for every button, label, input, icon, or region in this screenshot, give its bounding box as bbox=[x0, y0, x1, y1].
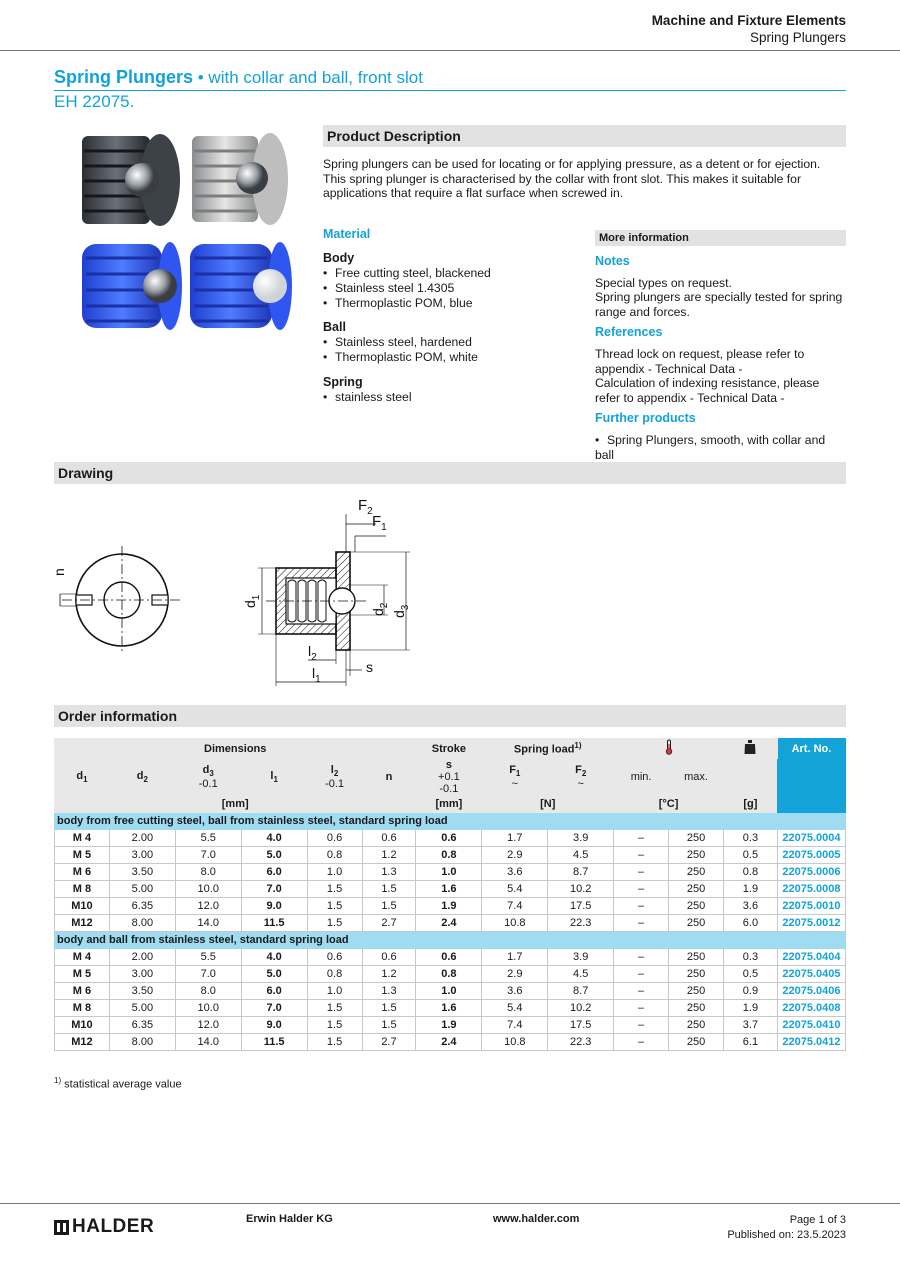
table-cell: 2.7 bbox=[362, 1034, 416, 1051]
further-products-heading: Further products bbox=[595, 411, 696, 426]
table-cell: 1.0 bbox=[307, 864, 362, 881]
table-cell: 3.50 bbox=[109, 983, 175, 1000]
table-cell: 250 bbox=[669, 1034, 724, 1051]
table-cell: – bbox=[614, 898, 669, 915]
further-product-link[interactable]: • Spring Plungers, smooth, with collar and ball bbox=[595, 433, 846, 463]
table-cell: – bbox=[614, 1000, 669, 1017]
table-row bbox=[55, 864, 846, 881]
table-cell: 1.5 bbox=[307, 1000, 362, 1017]
art-no-link[interactable]: 22075.0005 bbox=[777, 847, 845, 864]
table-cell: 3.9 bbox=[548, 830, 614, 847]
table-cell: – bbox=[614, 1034, 669, 1051]
table-cell: 250 bbox=[669, 983, 724, 1000]
table-cell: 10.0 bbox=[175, 881, 241, 898]
table-cell: 1.9 bbox=[416, 898, 482, 915]
table-cell: 1.6 bbox=[416, 1000, 482, 1017]
art-no-link[interactable]: 22075.0408 bbox=[777, 1000, 845, 1017]
header-subcategory: Spring Plungers bbox=[749, 30, 846, 45]
table-cell: M 8 bbox=[55, 881, 110, 898]
table-cell: 5.4 bbox=[482, 881, 548, 898]
table-cell: 1.7 bbox=[482, 830, 548, 847]
unit-mm: [mm] bbox=[55, 796, 416, 813]
table-cell: 17.5 bbox=[548, 898, 614, 915]
table-cell: 0.8 bbox=[723, 864, 777, 881]
drawing-label-d1: $d_1$ bbox=[242, 594, 262, 608]
art-no-link[interactable]: 22075.0012 bbox=[777, 915, 845, 932]
title-main: Spring Plungers bbox=[54, 67, 194, 87]
notes-heading: Notes bbox=[595, 254, 630, 268]
table-cell: 4.0 bbox=[241, 949, 307, 966]
table-cell: M 5 bbox=[55, 847, 110, 864]
table-cell: 10.2 bbox=[548, 881, 614, 898]
table-cell: 6.1 bbox=[723, 1034, 777, 1051]
table-cell: 1.9 bbox=[723, 881, 777, 898]
art-no-link[interactable]: 22075.0405 bbox=[777, 966, 845, 983]
table-cell: 0.8 bbox=[307, 966, 362, 983]
notes-text: Special types on request. Spring plungers are specially tested for spring range and forces. bbox=[595, 275, 843, 319]
table-row bbox=[55, 915, 846, 932]
header-f1: $F_1$ ~ bbox=[482, 759, 548, 796]
table-cell: 9.0 bbox=[241, 898, 307, 915]
header-min: min. bbox=[614, 759, 669, 796]
table-row bbox=[55, 830, 846, 847]
table-cell: 5.0 bbox=[241, 966, 307, 983]
table-cell: 7.0 bbox=[175, 847, 241, 864]
table-cell: 1.2 bbox=[362, 847, 416, 864]
table-cell: 10.8 bbox=[482, 1034, 548, 1051]
drawing-side-view bbox=[258, 514, 410, 686]
table-row bbox=[55, 966, 846, 983]
table-cell: 0.3 bbox=[723, 949, 777, 966]
drawing-label-l2: $l_2$ bbox=[308, 643, 317, 663]
header-spring-load: Spring load$^{1)}$ bbox=[482, 739, 614, 759]
table-cell: M 4 bbox=[55, 830, 110, 847]
table-cell: M12 bbox=[55, 915, 110, 932]
table-cell: 1.7 bbox=[482, 949, 548, 966]
table-cell: 3.9 bbox=[548, 949, 614, 966]
table-cell: – bbox=[614, 915, 669, 932]
product-photos bbox=[74, 126, 294, 336]
footer-website-link[interactable]: www.halder.com bbox=[493, 1213, 580, 1225]
table-cell: 17.5 bbox=[548, 1017, 614, 1034]
page-title bbox=[54, 67, 846, 91]
table-cell: M 8 bbox=[55, 1000, 110, 1017]
header-l1: $l_1$ bbox=[241, 759, 307, 796]
header-l2: $l_2$ -0.1 bbox=[307, 759, 362, 796]
table-cell: 3.6 bbox=[723, 898, 777, 915]
table-cell: 10.8 bbox=[482, 915, 548, 932]
table-cell: 2.4 bbox=[416, 1034, 482, 1051]
table-row bbox=[55, 1017, 846, 1034]
table-row bbox=[55, 881, 846, 898]
table-cell: 2.7 bbox=[362, 915, 416, 932]
technical-drawing bbox=[50, 494, 430, 694]
weight-icon bbox=[723, 739, 777, 759]
table-cell: – bbox=[614, 881, 669, 898]
table-cell: 250 bbox=[669, 915, 724, 932]
further-products-list bbox=[595, 433, 846, 463]
table-cell: 2.00 bbox=[109, 830, 175, 847]
unit-c: [°C] bbox=[614, 796, 724, 813]
header-dimensions: Dimensions bbox=[55, 739, 416, 759]
drawing-label-l1: $l_1$ bbox=[312, 665, 321, 685]
photo-steel-plunger bbox=[192, 133, 288, 225]
table-cell: 0.6 bbox=[307, 830, 362, 847]
table-cell: 22.3 bbox=[548, 1034, 614, 1051]
table-row bbox=[55, 1000, 846, 1017]
art-no-link[interactable]: 22075.0404 bbox=[777, 949, 845, 966]
material-heading: Material bbox=[323, 227, 371, 241]
table-cell: 3.7 bbox=[723, 1017, 777, 1034]
table-cell: 11.5 bbox=[241, 915, 307, 932]
table-cell: – bbox=[614, 847, 669, 864]
table-row bbox=[55, 847, 846, 864]
table-cell: 1.5 bbox=[362, 1017, 416, 1034]
table-cell: 4.5 bbox=[548, 847, 614, 864]
material-ball-title: Ball bbox=[323, 320, 346, 335]
references-heading: References bbox=[595, 325, 663, 340]
material-spring-title: Spring bbox=[323, 374, 363, 389]
table-cell: – bbox=[614, 1017, 669, 1034]
table-cell: 250 bbox=[669, 830, 724, 847]
table-cell: 0.3 bbox=[723, 830, 777, 847]
table-cell: 1.2 bbox=[362, 966, 416, 983]
material-spring-list bbox=[323, 390, 583, 405]
list-item: • Free cutting steel, blackened bbox=[323, 266, 583, 281]
table-cell: 7.4 bbox=[482, 898, 548, 915]
table-cell: 0.9 bbox=[723, 983, 777, 1000]
header-art-no: Art. No. bbox=[777, 739, 845, 813]
table-cell: 3.6 bbox=[482, 983, 548, 1000]
document-header bbox=[652, 12, 846, 46]
table-cell: 7.0 bbox=[241, 881, 307, 898]
photo-blue-plunger-white-ball bbox=[190, 242, 292, 330]
product-description-heading: Product Description bbox=[323, 125, 846, 147]
table-cell: 10.2 bbox=[548, 1000, 614, 1017]
table-cell: M10 bbox=[55, 1017, 110, 1034]
published-date: Published on: 23.5.2023 bbox=[727, 1229, 846, 1241]
header-s: s +0.1 -0.1 bbox=[416, 759, 482, 796]
table-cell: 8.00 bbox=[109, 1034, 175, 1051]
table-cell: 1.5 bbox=[362, 898, 416, 915]
table-cell: M 6 bbox=[55, 864, 110, 881]
table-cell: 11.5 bbox=[241, 1034, 307, 1051]
header-max: max. bbox=[669, 759, 724, 796]
table-cell: 1.9 bbox=[416, 1017, 482, 1034]
table-cell: 6.35 bbox=[109, 1017, 175, 1034]
header-d3: $d_3$ -0.1 bbox=[175, 759, 241, 796]
table-cell: 6.0 bbox=[241, 983, 307, 1000]
table-cell: 2.9 bbox=[482, 847, 548, 864]
header-d1: $d_1$ bbox=[55, 759, 110, 796]
table-cell: 7.0 bbox=[241, 1000, 307, 1017]
unit-mm-stroke: [mm] bbox=[416, 796, 482, 813]
table-cell: 0.6 bbox=[416, 949, 482, 966]
table-cell: 8.0 bbox=[175, 864, 241, 881]
table-cell: 1.5 bbox=[362, 881, 416, 898]
photo-blue-plunger-steel-ball bbox=[82, 242, 182, 330]
table-cell: 250 bbox=[669, 966, 724, 983]
table-cell: 0.6 bbox=[307, 949, 362, 966]
table-cell: 5.4 bbox=[482, 1000, 548, 1017]
table-cell: 2.9 bbox=[482, 966, 548, 983]
logo-text: HALDER bbox=[72, 1216, 155, 1237]
art-no-link[interactable]: 22075.0010 bbox=[777, 898, 845, 915]
table-cell: 9.0 bbox=[241, 1017, 307, 1034]
group-row bbox=[55, 813, 846, 830]
photo-black-plunger bbox=[82, 134, 180, 226]
logo-mark-icon bbox=[54, 1220, 69, 1235]
table-cell: 0.5 bbox=[723, 966, 777, 983]
table-cell: 1.0 bbox=[416, 864, 482, 881]
table-cell: 1.0 bbox=[416, 983, 482, 1000]
table-cell: 0.6 bbox=[416, 830, 482, 847]
header-category: Machine and Fixture Elements bbox=[651, 13, 846, 28]
table-cell: M 4 bbox=[55, 949, 110, 966]
drawing-heading: Drawing bbox=[54, 462, 846, 484]
table-cell: 2.00 bbox=[109, 949, 175, 966]
drawing-label-f2: $F_2$ bbox=[358, 497, 373, 517]
list-item: • stainless steel bbox=[323, 390, 583, 405]
unit-g: [g] bbox=[723, 796, 777, 813]
page-number: Page 1 of 3 bbox=[789, 1214, 846, 1226]
table-cell: M 6 bbox=[55, 983, 110, 1000]
table-cell: 0.8 bbox=[307, 847, 362, 864]
table-cell: 3.50 bbox=[109, 864, 175, 881]
table-cell: 4.5 bbox=[548, 966, 614, 983]
table-cell: 14.0 bbox=[175, 915, 241, 932]
table-row bbox=[55, 1034, 846, 1051]
footer-company: Erwin Halder KG bbox=[246, 1213, 333, 1225]
table-cell: 5.0 bbox=[241, 847, 307, 864]
table-cell: 14.0 bbox=[175, 1034, 241, 1051]
drawing-label-f1: $F_1$ bbox=[372, 513, 387, 533]
material-body-title: Body bbox=[323, 251, 355, 265]
unit-n: [N] bbox=[482, 796, 614, 813]
table-cell: M12 bbox=[55, 1034, 110, 1051]
material-section bbox=[323, 227, 583, 405]
table-cell: 1.5 bbox=[307, 1017, 362, 1034]
table-cell: 3.00 bbox=[109, 966, 175, 983]
footnote: $^{1)}$ statistical average value bbox=[54, 1076, 182, 1091]
table-cell: 250 bbox=[669, 864, 724, 881]
header-weight-blank bbox=[723, 759, 777, 796]
table-cell: – bbox=[614, 983, 669, 1000]
group-title: body and ball from stainless steel, standard spring load bbox=[55, 932, 846, 949]
table-cell: 250 bbox=[669, 1017, 724, 1034]
table-cell: 6.0 bbox=[723, 915, 777, 932]
table-cell: M10 bbox=[55, 898, 110, 915]
header-d2: $d_2$ bbox=[109, 759, 175, 796]
table-cell: 1.9 bbox=[723, 1000, 777, 1017]
table-cell: 3.6 bbox=[482, 864, 548, 881]
header-f2: $F_2$ ~ bbox=[548, 759, 614, 796]
product-description-text: Spring plungers can be used for locating or for applying pressure, as a detent or for ejection. This spring plunger is characterised by the collar with front slot. This makes it suitable for applications that require a flat surface when screwed in. bbox=[323, 157, 821, 201]
art-no-link[interactable]: 22075.0008 bbox=[777, 881, 845, 898]
table-cell: 1.5 bbox=[307, 898, 362, 915]
table-cell: 1.0 bbox=[307, 983, 362, 1000]
list-item: • Thermoplastic POM, white bbox=[323, 350, 583, 365]
table-cell: 1.5 bbox=[362, 1000, 416, 1017]
table-cell: 22.3 bbox=[548, 915, 614, 932]
table-cell: 12.0 bbox=[175, 898, 241, 915]
more-information bbox=[595, 230, 846, 463]
table-cell: 2.4 bbox=[416, 915, 482, 932]
header-divider bbox=[0, 50, 900, 51]
product-code: EH 22075. bbox=[54, 92, 135, 111]
table-cell: 12.0 bbox=[175, 1017, 241, 1034]
table-cell: 8.7 bbox=[548, 983, 614, 1000]
table-cell: 3.00 bbox=[109, 847, 175, 864]
more-info-heading: More information bbox=[595, 230, 846, 246]
drawing-label-d3: $d_3$ bbox=[391, 604, 411, 618]
table-cell: 5.5 bbox=[175, 949, 241, 966]
references-text: Thread lock on request, please refer to appendix - Technical Data - Calculation of indexing resistance, please refer to appendix - Technical Data - bbox=[595, 346, 820, 405]
table-cell: M 5 bbox=[55, 966, 110, 983]
table-row bbox=[55, 983, 846, 1000]
list-item: • Stainless steel 1.4305 bbox=[323, 281, 583, 296]
table-cell: – bbox=[614, 830, 669, 847]
table-cell: 6.35 bbox=[109, 898, 175, 915]
table-cell: 7.4 bbox=[482, 1017, 548, 1034]
table-cell: – bbox=[614, 864, 669, 881]
table-cell: 1.6 bbox=[416, 881, 482, 898]
table-cell: 0.5 bbox=[723, 847, 777, 864]
header-stroke: Stroke bbox=[416, 739, 482, 759]
art-no-link[interactable]: 22075.0410 bbox=[777, 1017, 845, 1034]
table-cell: 1.3 bbox=[362, 864, 416, 881]
drawing-label-s: s bbox=[366, 659, 373, 675]
thermometer-icon bbox=[614, 739, 724, 759]
drawing-label-d2: $d_2$ bbox=[370, 602, 390, 616]
table-cell: 1.5 bbox=[307, 915, 362, 932]
halder-logo-icon bbox=[54, 1216, 154, 1238]
table-cell: 250 bbox=[669, 847, 724, 864]
table-cell: 5.00 bbox=[109, 881, 175, 898]
table-cell: 1.3 bbox=[362, 983, 416, 1000]
table-cell: 0.8 bbox=[416, 847, 482, 864]
list-item: • Stainless steel, hardened bbox=[323, 335, 583, 350]
art-no-link[interactable]: 22075.0412 bbox=[777, 1034, 845, 1051]
group-title: body from free cutting steel, ball from stainless steel, standard spring load bbox=[55, 813, 846, 830]
art-no-link[interactable]: 22075.0004 bbox=[777, 830, 845, 847]
table-cell: 5.00 bbox=[109, 1000, 175, 1017]
table-cell: 5.5 bbox=[175, 830, 241, 847]
table-cell: 1.5 bbox=[307, 881, 362, 898]
table-cell: 1.5 bbox=[307, 1034, 362, 1051]
table-cell: 8.7 bbox=[548, 864, 614, 881]
table-cell: 250 bbox=[669, 881, 724, 898]
table-cell: 7.0 bbox=[175, 966, 241, 983]
table-cell: 10.0 bbox=[175, 1000, 241, 1017]
table-cell: – bbox=[614, 966, 669, 983]
material-body-list bbox=[323, 266, 583, 310]
table-cell: 250 bbox=[669, 1000, 724, 1017]
list-item: • Thermoplastic POM, blue bbox=[323, 296, 583, 311]
table-cell: 0.8 bbox=[416, 966, 482, 983]
group-row bbox=[55, 932, 846, 949]
art-no-link[interactable]: 22075.0006 bbox=[777, 864, 845, 881]
table-cell: 6.0 bbox=[241, 864, 307, 881]
drawing-label-n: n bbox=[51, 568, 67, 576]
footer-page-info bbox=[727, 1213, 846, 1243]
header-n: n bbox=[362, 759, 416, 796]
order-information-heading: Order information bbox=[54, 705, 846, 727]
art-no-link[interactable]: 22075.0406 bbox=[777, 983, 845, 1000]
table-cell: 4.0 bbox=[241, 830, 307, 847]
table-cell: 250 bbox=[669, 949, 724, 966]
table-row bbox=[55, 898, 846, 915]
table-cell: 250 bbox=[669, 898, 724, 915]
order-table bbox=[54, 738, 846, 1051]
table-cell: 8.00 bbox=[109, 915, 175, 932]
footer-divider bbox=[0, 1203, 900, 1204]
material-ball-list bbox=[323, 335, 583, 365]
table-row bbox=[55, 949, 846, 966]
drawing-front-view bbox=[60, 546, 182, 654]
table-cell: 0.6 bbox=[362, 949, 416, 966]
table-cell: 0.6 bbox=[362, 830, 416, 847]
table-cell: – bbox=[614, 949, 669, 966]
title-sub: • with collar and ball, front slot bbox=[193, 68, 423, 87]
table-cell: 8.0 bbox=[175, 983, 241, 1000]
